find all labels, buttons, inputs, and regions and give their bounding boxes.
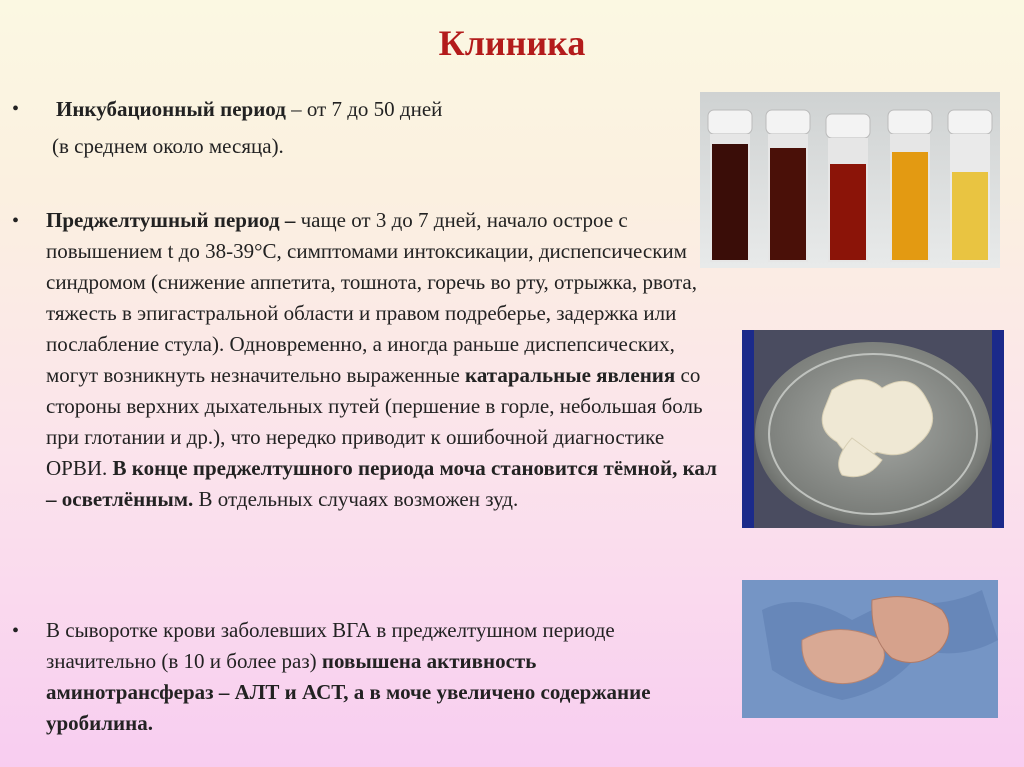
incubation-duration: – от 7 до 50 дней <box>285 97 443 121</box>
preicteric-text-1: чаще от 3 до 7 дней, начало острое с повышением t до 38-39°С, симптомами интоксикации, диспепсическим синдромом (снижение аппетита, тошнота, горечь во рту, отрыжка, рвота, тяжесть в эпигастральной области и правом подреберье, задержка или послабление стула). Одновременно, а иногда раньше диспепсических, могут возникнуть незначительно выраженные <box>46 208 697 387</box>
item-incubation-note: (в среднем около месяца). <box>52 134 284 158</box>
urine-tube-3 <box>826 114 870 262</box>
urine-tube-5 <box>948 110 992 262</box>
urine-samples-photo <box>700 92 1000 268</box>
preicteric-text-3: В отдельных случаях возможен зуд. <box>193 487 519 511</box>
item-preicteric <box>46 205 728 515</box>
preicteric-text-2: со стороны верхних дыхательных путей (першение в горле, небольшая боль при глотании и др.), что нередко приводит к ошибочной диагностике ОРВИ. <box>46 363 703 480</box>
itching-hands-photo <box>742 580 998 718</box>
bullet-3: • <box>12 620 20 642</box>
urine-tube-1 <box>708 110 752 262</box>
urine-tube-2 <box>766 110 810 262</box>
preicteric-end-highlight: В конце преджелтушного периода моча становится тёмной, кал – осветлённым. <box>46 456 717 511</box>
catarrhal-label: катаральные явления <box>465 363 676 387</box>
serum-highlight: повышена активность аминотрансфераз – АЛТ и АСТ, а в моче увеличено содержание уробилина. <box>46 649 651 735</box>
urine-tube-4 <box>888 110 932 262</box>
preicteric-label: Преджелтушный период – <box>46 208 296 232</box>
slide-title: Клиника <box>438 23 586 63</box>
bullet-1: • <box>12 98 20 120</box>
item-incubation <box>56 94 676 125</box>
pale-stool-dish-photo <box>742 330 1004 528</box>
incubation-label: Инкубационный период <box>56 97 286 121</box>
bullet-2: • <box>12 210 20 232</box>
serum-text: В сыворотке крови заболевших ВГА в преджелтушном периоде значительно (в 10 и более раз) <box>46 618 615 673</box>
item-serum <box>46 615 686 739</box>
